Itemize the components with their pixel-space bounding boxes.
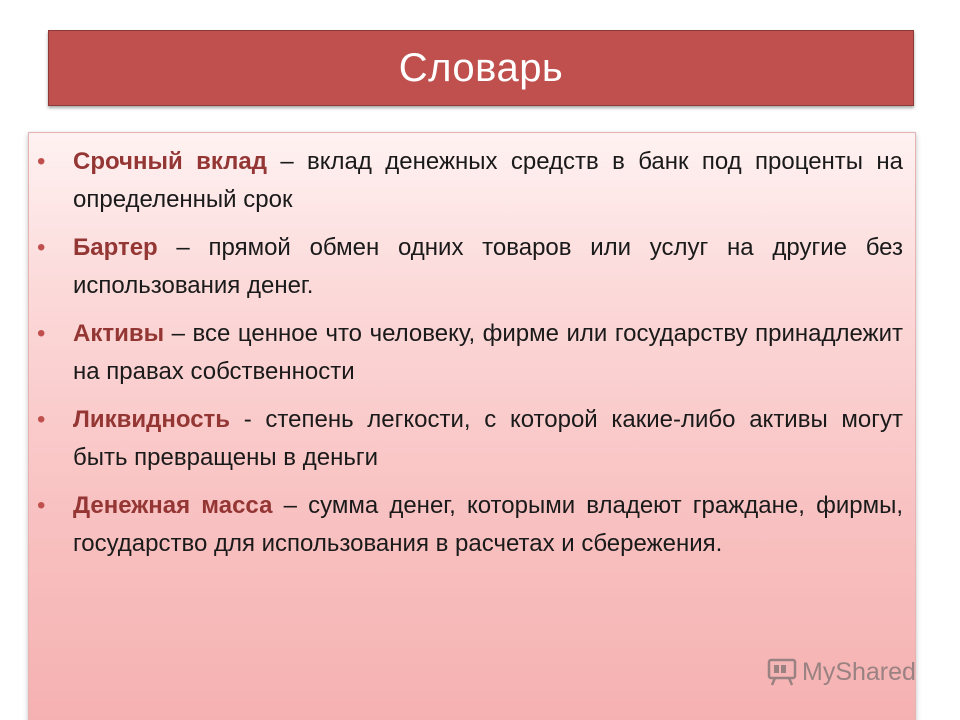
glossary-term: Бартер: [73, 234, 158, 261]
bullet-icon: •: [37, 492, 46, 519]
slide-title: Словарь: [398, 45, 564, 90]
glossary-term: Срочный вклад: [73, 148, 267, 175]
glossary-definition: – все ценное что человеку, фирме или государству принадлежит на правах собственности: [73, 320, 903, 385]
glossary-item: [29, 487, 915, 563]
glossary-definition: - степень легкости, с которой какие-либо активы могут быть превращены в деньги: [73, 406, 903, 471]
glossary-item: [29, 315, 915, 391]
glossary-term: Ликвидность: [73, 406, 231, 433]
glossary-item: [29, 401, 915, 477]
content-panel: [28, 132, 916, 720]
glossary-term: Денежная масса: [73, 492, 273, 519]
presentation-board-icon: [766, 656, 798, 688]
bullet-icon: •: [37, 234, 46, 261]
glossary-item: [29, 143, 915, 219]
glossary-definition: – вклад денежных средств в банк под проценты на определенный срок: [73, 148, 904, 213]
bullet-icon: •: [37, 320, 46, 347]
glossary-list: [29, 143, 915, 573]
glossary-term: Активы: [73, 320, 165, 347]
bullet-icon: •: [37, 406, 46, 433]
bullet-icon: •: [37, 148, 46, 175]
glossary-definition: – прямой обмен одних товаров или услуг на другие без использования денег.: [73, 234, 903, 299]
glossary-definition: – сумма денег, которыми владеют граждане, фирмы, государство для использования в расчетах и сбережения.: [73, 492, 904, 557]
watermark-text: MyShared: [802, 657, 916, 686]
title-banner: [48, 30, 914, 106]
glossary-item: [29, 229, 915, 305]
watermark: [766, 656, 916, 688]
